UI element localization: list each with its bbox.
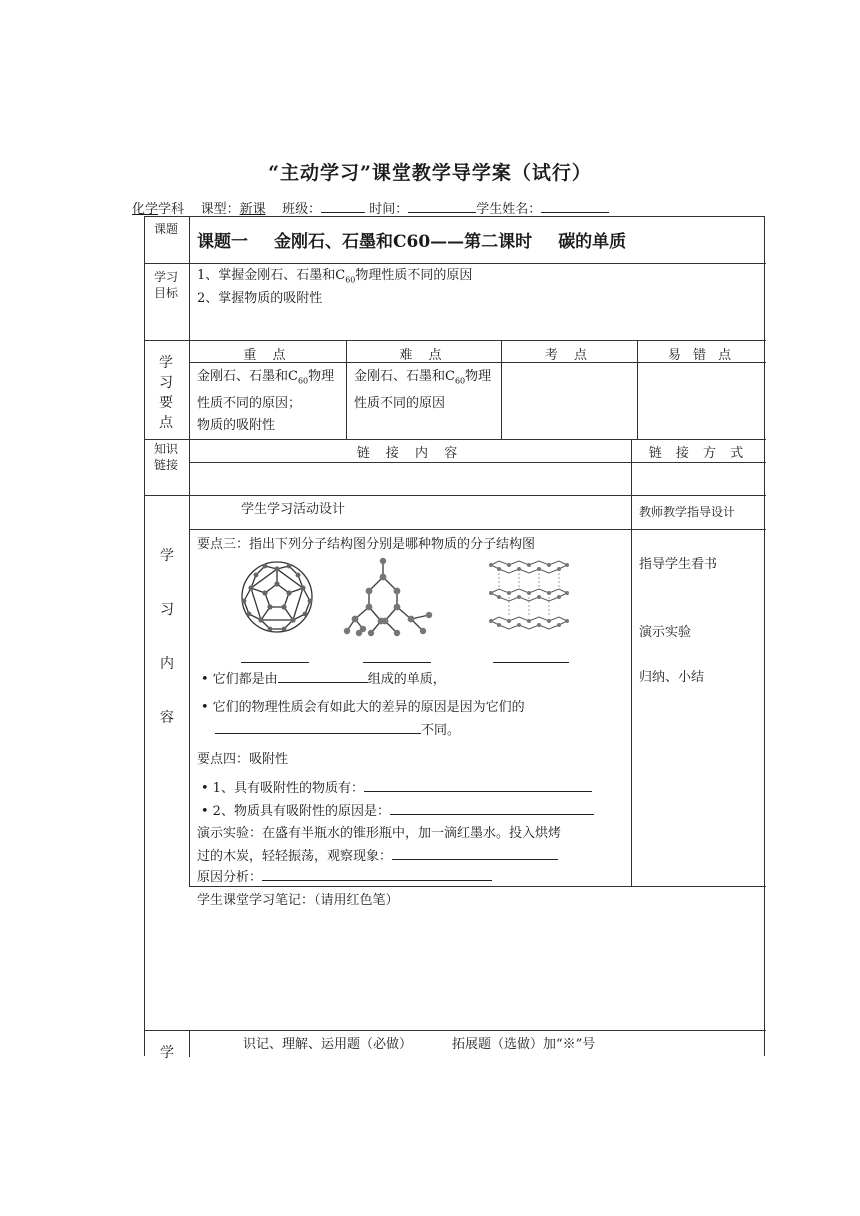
c60-structure-icon — [237, 557, 317, 637]
notes-label: 学生课堂学习笔记：（请用红色笔） — [197, 893, 399, 908]
goal-item-2: 2、掌握物质的吸附性 — [197, 291, 323, 306]
demo-experiment-line2: 过的木炭，轻轻振荡，观察现象： — [197, 846, 558, 868]
teacher-note-1: 指导学生看书 — [639, 557, 718, 572]
header-yicuodian: 易 错 点 — [667, 348, 736, 363]
adsorbents-blank[interactable] — [364, 779, 592, 792]
teacher-note-3: 归纳、小结 — [639, 670, 705, 685]
answer-blank-graphite[interactable] — [493, 662, 569, 663]
header-zhongdian: 重 点 — [243, 348, 292, 363]
teacher-design-header: 教师教学指导设计 — [639, 505, 736, 519]
study-label: 学 习 内 容 — [160, 548, 174, 726]
link-content-header: 链 接 内 容 — [356, 446, 464, 461]
question-adsorption-reason: • 2、物质具有吸附性的原因是： — [201, 801, 594, 823]
header-kaodian: 考 点 — [544, 348, 594, 363]
analysis-blank[interactable] — [262, 868, 492, 881]
practice-header: 识记、理解、运用题（必做） 拓展题（选做）加“※”号 — [243, 1037, 596, 1052]
adsorption-reason-blank[interactable] — [390, 802, 594, 815]
question-composition: • 它们都是由 组成的单质， — [201, 669, 446, 691]
type-value: 新课 — [239, 202, 266, 217]
answer-blank-diamond[interactable] — [363, 662, 431, 663]
links-label: 知识链接 — [153, 442, 178, 472]
class-blank[interactable] — [321, 200, 365, 213]
answer-blank-c60[interactable] — [241, 662, 309, 663]
student-blank[interactable] — [541, 200, 609, 213]
point-three: 要点三：指出下列分子结构图分别是哪种物质的分子结构图 — [197, 537, 536, 552]
notes-area[interactable] — [190, 917, 764, 1027]
header-nandian: 难 点 — [399, 348, 448, 363]
zhongdian-content: 金刚石、石墨和$C_{60}$物理性质不同的原因； 物质的吸附性 — [197, 369, 335, 433]
question-difference: • 它们的物理性质会有如此大的差异的原因是因为它们的 — [201, 697, 525, 719]
student-label: 学生姓名： — [476, 202, 542, 217]
goals-label: 学习目标 — [153, 270, 178, 300]
time-blank[interactable] — [408, 200, 476, 213]
point-four: 要点四：吸附性 — [197, 752, 289, 767]
type-label: 课型： — [200, 202, 240, 217]
observation-blank[interactable] — [392, 847, 558, 860]
composition-blank[interactable] — [278, 670, 368, 683]
teacher-note-2: 演示实验 — [639, 625, 692, 640]
subject-value: 化学 — [132, 202, 159, 217]
question-difference-line2: 不同。 — [215, 720, 460, 742]
topic-title: 课题一 金刚石、石墨和C60——第二课时 碳的单质 — [197, 232, 627, 252]
time-label: 时间： — [369, 202, 409, 217]
class-label: 班级： — [282, 202, 322, 217]
diamond-structure-icon — [341, 553, 437, 641]
question-adsorbents: • 1、具有吸附性的物质有： — [201, 778, 592, 800]
link-method-header: 链 接 方 式 — [648, 446, 749, 461]
info-line — [132, 198, 772, 217]
goal-item-1: 1、掌握金刚石、石墨和$C_{60}$物理性质不同的原因 — [197, 268, 473, 285]
practice-label: 学 — [160, 1045, 174, 1061]
keypoints-label: 学习要点 — [159, 355, 173, 431]
subject-label: 学科 — [158, 202, 185, 217]
demo-experiment-line1: 演示实验：在盛有半瓶水的锥形瓶中，加一滴红墨水。投入烘烤 — [197, 826, 562, 841]
worksheet-table — [144, 216, 765, 1061]
page-title: “主动学习”课堂教学导学案（试行） — [268, 162, 592, 184]
difference-blank[interactable] — [215, 721, 421, 734]
nandian-content: 金刚石、石墨和$C_{60}$物理性质不同的原因 — [354, 369, 492, 411]
graphite-structure-icon — [485, 557, 573, 637]
topic-label: 课题 — [153, 222, 178, 236]
analysis-line: 原因分析： — [197, 867, 492, 889]
student-design-header: 学生学习活动设计 — [241, 502, 346, 517]
